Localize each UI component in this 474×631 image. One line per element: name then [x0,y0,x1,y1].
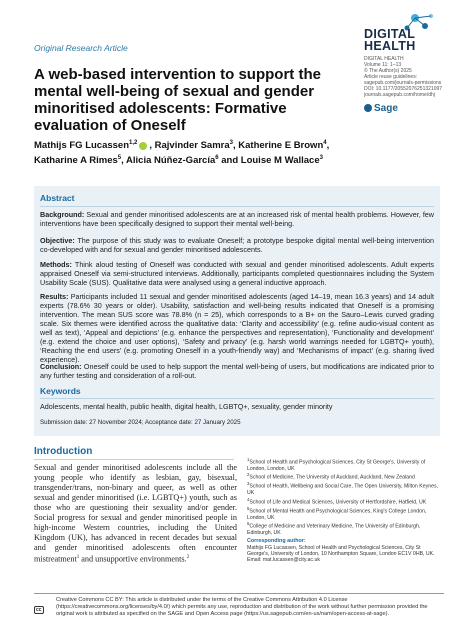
doi-link[interactable]: DOI: 10.1177/20552076251321097 [364,86,443,92]
affil-ref: 3 [229,140,233,146]
sage-icon [364,104,372,112]
author-name[interactable]: , Alicia Núñez-García [121,155,216,167]
abstract-heading: Abstract [40,193,75,203]
affiliation-item: $^1$School of Health and Psychological Sciences, City St George's, University of London, London, UK [247,457,426,473]
keywords-text: Adolescents, mental health, public health, digital health, LGBTQ+, sexuality, gender minority [40,402,333,411]
affiliation-item: $^3$School of Health, Wellbeing and Social Care, The Open University, Milton Keynes, UK [247,481,438,497]
reuse-label: Article reuse guidelines: [364,74,418,80]
keywords-heading: Keywords [40,386,81,396]
abstract-divider [40,206,434,207]
abstract-results: Results: Participants included 11 sexual and gender minoritised adolescents (aged 14–19, mean 16.3 years) and 14 adult experts (78.6% 30 years or older). Usability, satisfaction and well-being results indicated that Oneself is a promising intervention. The mean SUS score was 78.8% (n = 25), which corresponds to a B+ on the Sauro–Lewis curved grading scale. Six themes were identified across the qualitative data: ‘Clarity and accessibility’ (e.g. refine audio-visual content as well as text), ‘Appeal and depictions’ (e.g. enhance the perspectives and representation), ‘Functionality and development’ (e.g. extend the choice and user options), ‘Safety and privacy’ (e.g. harsh world warnings needed for LGBTQ+ youth), ‘Reaching the end users’ (e.g. promoting Oneself in a youth-friendly way) and ‘Mechanisms of impact’ (e.g. sharing lived experience). [40,292,434,364]
publisher-logo [364,103,398,114]
journal-meta [364,56,464,98]
publisher-name: Sage [374,103,398,114]
submission-dates: Submission date: 27 November 2024; Acceptance date: 27 January 2025 [40,419,241,426]
affiliation-item: $^5$School of Mental Health and Psychological Sciences, King's College London, London, UK [247,505,427,521]
abstract-objective: Objective: The purpose of this study was to evaluate Oneself; a prototype bespoke digital mental well-being intervention co-developed with and for sexual and gender minoritised adolescents. [40,236,434,254]
affil-ref: 1,2 [129,140,138,146]
corresponding-address: Mathijs FG Lucassen, School of Health and Psychological Sciences, City St George's, University of London, 10 Northampton Square, London EC1V 0HB, UK. [247,544,435,557]
article-title: A web-based intervention to support the mental well-being of sexual and gender minoritised adolescents: Formative evaluation of Oneself [34,66,321,134]
orcid-icon[interactable] [139,142,147,150]
corresponding-label: Corresponding author: [247,538,306,545]
author-line-1: Mathijs FG Lucassen$^{1,2}$ , Rajvinder Samra$^3$, Katherine E Brown$^4$, [34,140,330,152]
author-name[interactable]: Mathijs FG Lucassen [34,140,130,152]
citation-ref[interactable]: 2 [186,555,190,560]
cc-by-badge[interactable] [34,598,44,616]
affil-ref: 6 [215,155,219,162]
affil-ref: 5 [117,155,122,162]
journal-home-link[interactable]: journals.sagepub.com/home/dhj [364,92,435,98]
abstract-conclusion: Conclusion: Oneself could be used to help support the mental well-being of users, but modifications are indicated prior to any further testing and consideration of a roll-out. [40,362,434,380]
keywords-divider [40,398,434,399]
author-name[interactable]: Katharine A Rimes [34,155,118,167]
affiliation-item: $^2$School of Medicine, The University of Auckland, Auckland, New Zealand [247,472,415,482]
affiliation-item: $^6$College of Medicine and Veterinary Medicine, The University of Edinburgh, Edinburgh, UK [247,521,421,537]
logo-line-2: HEALTH [364,39,416,53]
introduction-heading: Introduction [34,446,93,457]
copyright: © The Author(s) 2025 [364,68,412,74]
journal-volume: Volume 11: 1–13 [364,62,402,68]
affil-ref: 4 [323,140,327,146]
author-line-2 [34,152,444,167]
footer-divider [34,593,444,594]
affil-ref: 3 [319,155,323,162]
section-label: Original Research Article [34,43,128,53]
intro-divider [34,459,234,460]
corresponding-email[interactable]: Email: mat.lucassen@city.ac.uk [247,557,320,564]
creative-commons-icon: cc [36,607,42,613]
journal-logo [364,28,416,52]
author-list [34,137,444,167]
author-name[interactable]: , Rajvinder Samra [149,140,230,152]
affiliations [247,457,443,564]
journal-name: DIGITAL HEALTH [364,56,404,62]
author-name[interactable]: and Louise M Wallace [218,155,320,167]
citation-ref[interactable]: 1 [76,555,80,560]
abstract-methods: Methods: Think aloud testing of Oneself was conducted with sexual and gender minoritised adolescents. Adult experts appraised Oneself via semi-structured interviews. Additionally, participants completed questionnaires including the System Usability Scale (SUS). Qualitative data were analysed using a general inductive approach. [40,260,434,287]
permissions-link[interactable]: sagepub.com/journals-permissions [364,80,442,86]
affiliation-item: $^4$School of Life and Medical Sciences, University of Hertfordshire, Hatfield, UK [247,496,427,506]
author-name[interactable]: , Katherine E Brown [232,140,324,152]
license-text: Creative Commons CC BY: This article is distributed under the terms of the Creative Commons Attribution 4.0 License (https://creativecommons.org/licenses/by/4.0/) which permits any use, reproduction and distribution of the work without further permission provided the original work is attributed as specified on the SAGE and Open Access page (https://us.sagepub.com/en-us/nam/open-access-at-sage). [56,597,428,617]
introduction-text: Sexual and gender minoritised adolescents include all the young people who identify as lesbian, gay, bisexual, transgender/trans, non-binary and queer, as well as other sexual and gender minoritised (i.e. LGBTQ+) youth, such as those who are questioning their sexuality and/or gender. Social progress for sexual and gender minoritised people in high-income Western countries, including the United Kingdom (UK), has advanced in recent decades but sexual and gender minoritised adolescents often encounter mistreatment$^1$ and unsupportive environments.$^2$ [34,463,237,564]
logo-line-1: DIGITAL [364,27,416,41]
abstract-background: Background: Sexual and gender minoritised adolescents are at an increased risk of mental health problems. However, few interventions have been specifically designed to support their mental well-being. [40,210,434,228]
